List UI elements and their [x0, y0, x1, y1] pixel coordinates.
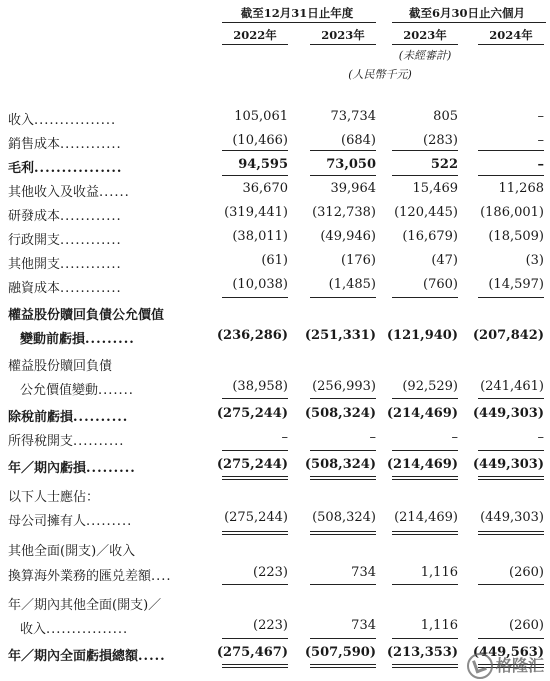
row-value: (38,958) [232, 379, 288, 394]
row-label [8, 205, 122, 224]
watermark-logo-icon [467, 653, 493, 679]
total-rule [222, 667, 288, 668]
row-value: (236,286) [216, 328, 288, 343]
total-rule [392, 175, 458, 176]
header-half-group: 截至6月30日止六個月 [408, 6, 525, 20]
row-label-text: 其他全面(開支)／收入 [8, 544, 136, 559]
row-leader-dots: ............ [60, 233, 122, 248]
row-label-text: 變動前虧損 [20, 332, 86, 347]
row-value: 734 [351, 618, 376, 633]
row-value: (120,445) [394, 205, 458, 220]
watermark [467, 653, 544, 680]
col-header-2023b: 2023年 [403, 28, 447, 42]
row-value: (260) [509, 618, 544, 633]
total-rule [392, 479, 458, 480]
row-value: (186,001) [480, 205, 544, 220]
row-value: (251,331) [304, 328, 376, 343]
row-label-text: 收入 [8, 113, 35, 128]
header-year-group: 截至12月31日止年度 [240, 6, 354, 20]
total-rule [392, 584, 458, 585]
row-value: (507,590) [304, 645, 376, 660]
header-rule-year [222, 22, 376, 23]
row-label [8, 430, 124, 449]
total-rule [392, 664, 458, 665]
total-rule [310, 667, 376, 668]
row-value: (47) [431, 253, 458, 268]
row-label [20, 379, 134, 398]
total-rule [392, 150, 458, 151]
row-label-text: 其他收入及收益 [8, 185, 100, 200]
row-leader-dots: ................ [46, 622, 129, 637]
total-rule [222, 531, 288, 532]
total-rule [222, 476, 288, 477]
col-header-2023a: 2023年 [321, 28, 365, 42]
row-value: – [537, 109, 544, 124]
row-value: (449,303) [472, 406, 544, 421]
row-label [8, 229, 122, 248]
row-label [8, 157, 122, 176]
row-label-text: 行政開支 [8, 233, 61, 248]
col-header-2022: 2022年 [233, 28, 277, 42]
total-rule [222, 450, 288, 451]
row-value: (3) [525, 253, 544, 268]
total-rule [478, 398, 544, 399]
row-value: (214,469) [394, 510, 458, 525]
row-leader-dots: .......... [73, 410, 129, 425]
total-rule [478, 297, 544, 298]
row-value: 39,964 [330, 181, 376, 196]
header-rule-half [392, 22, 546, 23]
row-leader-dots: ......... [86, 461, 136, 476]
total-rule [392, 450, 458, 451]
row-value: 36,670 [242, 181, 288, 196]
row-value: (684) [341, 133, 376, 148]
row-value: – [281, 430, 288, 445]
row-label [8, 304, 164, 323]
row-label [8, 277, 122, 296]
total-rule [222, 297, 288, 298]
total-rule [222, 150, 288, 151]
row-value: (214,469) [386, 406, 458, 421]
row-label [8, 565, 172, 584]
row-value: – [537, 430, 544, 445]
row-value: (207,842) [472, 328, 544, 343]
total-rule [222, 175, 288, 176]
total-rule [310, 664, 376, 665]
row-value: (260) [509, 565, 544, 580]
row-leader-dots: ............ [60, 137, 122, 152]
row-value: (10,466) [232, 133, 288, 148]
row-value: (214,469) [386, 457, 458, 472]
row-label-text: 收入 [20, 622, 47, 637]
total-rule [392, 297, 458, 298]
row-label-text: 權益股份贖回負債 [8, 359, 113, 374]
row-value: 522 [430, 157, 458, 172]
total-rule [310, 476, 376, 477]
total-rule [392, 476, 458, 477]
row-value: – [369, 430, 376, 445]
row-value: (256,993) [312, 379, 376, 394]
row-label-text: 其他開支 [8, 257, 61, 272]
row-leader-dots: ................ [34, 113, 117, 128]
row-value: (18,509) [488, 229, 544, 244]
row-value: 73,734 [330, 109, 376, 124]
total-rule [310, 450, 376, 451]
row-leader-dots: ..... [138, 649, 166, 664]
row-value: – [537, 157, 544, 172]
row-value: (275,244) [224, 510, 288, 525]
total-rule [478, 150, 544, 151]
total-rule [478, 638, 544, 639]
total-rule [222, 638, 288, 639]
unaudited-note: (未經審計) [398, 49, 452, 62]
row-label-text: 換算海外業務的匯兑差額 [8, 569, 152, 584]
row-value: (508,324) [304, 406, 376, 421]
row-leader-dots: ......... [85, 332, 135, 347]
row-leader-dots: ............ [60, 281, 122, 296]
row-value: 94,595 [238, 157, 288, 172]
total-rule [310, 175, 376, 176]
currency-note: (人民幣千元) [348, 68, 412, 81]
row-label [8, 457, 136, 476]
total-rule [478, 476, 544, 477]
col-rule-2024 [478, 44, 544, 45]
row-label [8, 510, 132, 529]
total-rule [392, 398, 458, 399]
row-leader-dots: ....... [98, 383, 134, 398]
col-header-2024: 2024年 [489, 28, 533, 42]
row-value: – [537, 133, 544, 148]
watermark-text: 格隆汇 [495, 655, 544, 675]
total-rule [392, 531, 458, 532]
total-rule [310, 584, 376, 585]
total-rule [310, 479, 376, 480]
total-rule [478, 584, 544, 585]
total-rule [478, 531, 544, 532]
total-rule [392, 638, 458, 639]
total-rule [222, 534, 288, 535]
total-rule [310, 531, 376, 532]
row-label-text: 所得稅開支 [8, 434, 74, 449]
total-rule [478, 175, 544, 176]
row-value: (16,679) [402, 229, 458, 244]
row-value: (449,563) [472, 645, 544, 660]
row-label-text: 融資成本 [8, 281, 61, 296]
total-rule [222, 398, 288, 399]
row-value: (508,324) [312, 510, 376, 525]
row-value: 734 [351, 565, 376, 580]
row-label-text: 毛利 [8, 161, 35, 176]
total-rule [310, 150, 376, 151]
total-rule [478, 534, 544, 535]
row-label [20, 328, 135, 347]
row-value: (176) [341, 253, 376, 268]
row-value: (121,940) [386, 328, 458, 343]
row-value: (1,485) [328, 277, 376, 292]
row-value: (223) [253, 565, 288, 580]
row-value: (49,946) [320, 229, 376, 244]
row-value: (275,244) [216, 457, 288, 472]
total-rule [310, 297, 376, 298]
row-label [20, 618, 128, 637]
row-label [8, 181, 130, 200]
total-rule [222, 479, 288, 480]
total-rule [310, 398, 376, 399]
row-value: 805 [433, 109, 458, 124]
row-label [8, 253, 122, 272]
row-label-text: 年／期內全面虧損總額 [8, 649, 139, 664]
row-leader-dots: ............ [60, 257, 122, 272]
row-value: (14,597) [488, 277, 544, 292]
row-label-text: 年／期內虧損 [8, 461, 87, 476]
total-rule [392, 534, 458, 535]
row-label [8, 645, 166, 664]
row-value: (92,529) [402, 379, 458, 394]
col-rule-2023b [392, 44, 458, 45]
total-rule [310, 638, 376, 639]
row-value: (508,324) [304, 457, 376, 472]
col-rule-2022 [222, 44, 288, 45]
row-value: (241,461) [480, 379, 544, 394]
row-label-text: 年／期內其他全面(開支)／ [8, 598, 162, 613]
row-value: (319,441) [224, 205, 288, 220]
total-rule [478, 450, 544, 451]
row-value: – [451, 430, 458, 445]
row-leader-dots: .... [151, 569, 172, 584]
row-label [8, 355, 112, 374]
total-rule [392, 667, 458, 668]
row-value: (449,303) [480, 510, 544, 525]
row-label-text: 公允價值變動 [20, 383, 99, 398]
row-value: 11,268 [498, 181, 544, 196]
row-value: (283) [423, 133, 458, 148]
row-value: (275,467) [216, 645, 288, 660]
row-label [8, 594, 161, 613]
total-rule [478, 479, 544, 480]
row-value: (61) [261, 253, 288, 268]
row-value: (10,038) [232, 277, 288, 292]
row-label-text: 母公司擁有人 [8, 514, 87, 529]
row-label [8, 133, 122, 152]
row-value: (275,244) [216, 406, 288, 421]
row-label [8, 540, 135, 559]
row-value: (38,011) [232, 229, 288, 244]
row-value: (760) [423, 277, 458, 292]
row-label [8, 486, 99, 505]
col-rule-2023a [310, 44, 376, 45]
row-value: 1,116 [420, 618, 458, 633]
row-leader-dots: ................ [34, 161, 123, 176]
row-label [8, 109, 116, 128]
row-leader-dots: ...... [99, 185, 130, 200]
row-value: (312,738) [312, 205, 376, 220]
row-label-text: 研發成本 [8, 209, 61, 224]
row-value: (223) [253, 618, 288, 633]
total-rule [310, 534, 376, 535]
total-rule [222, 584, 288, 585]
row-value: 105,061 [234, 109, 288, 124]
row-leader-dots: ............ [60, 209, 122, 224]
row-label-text: 以下人士應佔： [8, 490, 100, 505]
row-value: 73,050 [326, 157, 376, 172]
row-label-text: 銷售成本 [8, 137, 61, 152]
total-rule [222, 664, 288, 665]
row-label-text: 權益股份贖回負債公允價值 [8, 308, 165, 323]
row-value: (213,353) [386, 645, 458, 660]
row-value: (449,303) [472, 457, 544, 472]
row-leader-dots: .......... [73, 434, 125, 449]
row-value: 15,469 [412, 181, 458, 196]
row-value: 1,116 [420, 565, 458, 580]
row-label [8, 406, 128, 425]
row-label-text: 除稅前虧損 [8, 410, 74, 425]
row-leader-dots: ......... [86, 514, 133, 529]
